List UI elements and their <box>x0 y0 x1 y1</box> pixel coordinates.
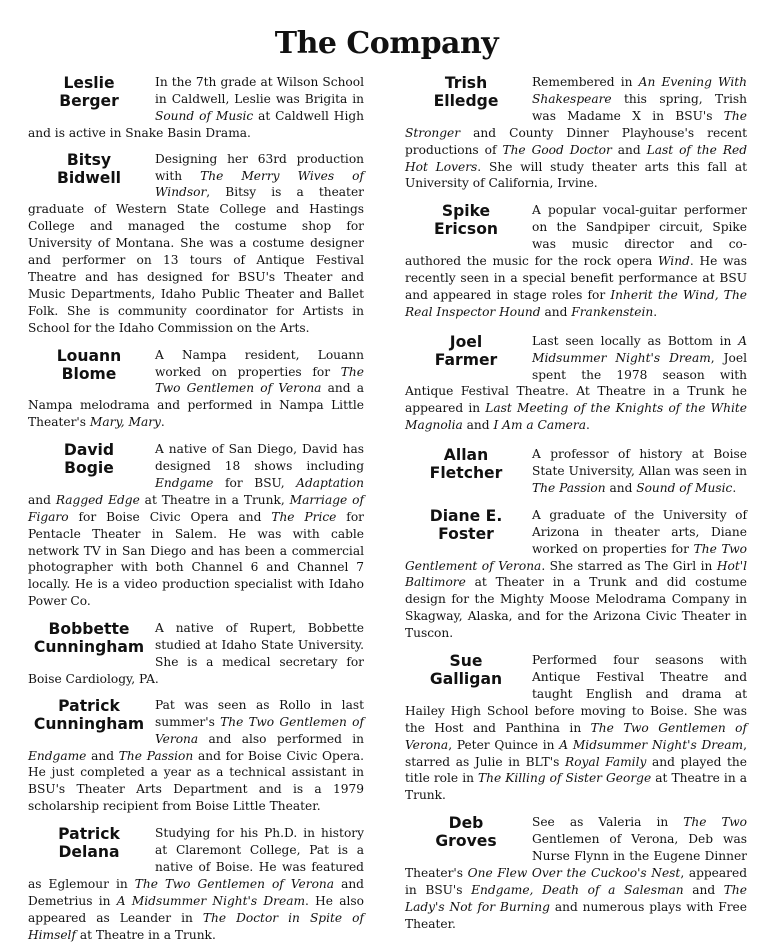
work-title: An Evening With Shakespeare <box>532 75 747 106</box>
member-name <box>404 74 528 110</box>
member-first-name: Sue <box>449 652 483 671</box>
bio-text: See as Valeria in <box>532 815 684 830</box>
bio-text: , starred as Julie in BLT's <box>405 737 747 769</box>
work-title: Hot'l Baltimore <box>405 558 747 590</box>
member-last-name: Galligan <box>429 670 503 689</box>
work-title: Last Meeting of the Knights of the White Magnolia <box>405 401 747 433</box>
member-last-name: Berger <box>59 92 119 110</box>
company-member-entry <box>28 825 364 943</box>
bio-text: for BSU, <box>213 475 297 490</box>
bio-text: at Theater in a Trunk and did costume design for the Mighty Moose Melodrama Company in Skagway, Alaska, and for the Arizona Civic Theater in Tuscon. <box>405 575 747 641</box>
work-title: Sound of Music <box>636 480 733 495</box>
work-title: Endgame <box>28 748 87 763</box>
work-title: The Two Gentlemen of Verona <box>405 720 747 752</box>
bio-text: at Theatre in a Trunk, <box>139 492 290 507</box>
work-title: Marriage of Figaro <box>28 492 364 524</box>
bio-text: and <box>462 418 494 433</box>
member-last-name: Bidwell <box>56 168 122 187</box>
work-title: Frankenstein <box>571 304 654 319</box>
member-name <box>27 151 151 187</box>
work-title: Royal Family <box>565 754 647 769</box>
bio-text: . <box>585 418 590 433</box>
work-title: A Midsummer Night's Dream <box>559 737 744 752</box>
work-title: I Am a Camera <box>493 418 586 433</box>
bio-text: Pat was seen as Rollo in last summer's <box>155 697 364 729</box>
member-bio <box>405 814 747 932</box>
work-title: The Passion <box>532 480 606 495</box>
member-bio <box>405 507 747 642</box>
work-title: The Two <box>683 815 748 830</box>
member-bio <box>405 333 747 434</box>
work-title: The Killing of Sister George <box>478 771 652 786</box>
company-member-entry <box>405 507 747 642</box>
member-last-name: Groves <box>435 832 497 851</box>
work-title: The Two Gentlemen of Verona <box>155 364 364 396</box>
bio-text: A graduate of the University of Arizona in theater arts, Diane worked on properties for <box>532 507 747 556</box>
member-last-name: Fletcher <box>429 464 503 483</box>
bio-text: . She starred as The Girl in <box>541 558 717 573</box>
member-name <box>404 202 528 238</box>
member-bio <box>28 825 364 943</box>
member-first-name: Bobbette <box>48 620 130 639</box>
bio-text: at Caldwell High and is active in Snake Basin Drama. <box>28 108 364 140</box>
bio-text: , appeared in BSU's <box>405 865 748 897</box>
bio-text: Designing her 63rd production with <box>155 151 364 183</box>
member-first-name: Allan <box>443 446 489 465</box>
company-member-entry <box>405 202 747 320</box>
member-last-name: Ericson <box>433 220 499 239</box>
member-last-name: Foster <box>438 524 494 543</box>
bio-text: . He also appeared as Leander in <box>28 893 364 925</box>
work-title: Last of the Red Hot Lovers <box>405 142 748 174</box>
bio-text: . <box>732 480 737 495</box>
member-first-name: Spike <box>441 202 491 221</box>
company-member-entry <box>405 333 747 434</box>
bio-text: and <box>28 492 56 507</box>
bio-text: . He was recently seen in a special benefit performance at BSU and appeared in stage roles for <box>405 254 747 302</box>
member-first-name: Leslie <box>63 74 115 92</box>
member-bio <box>405 74 747 192</box>
bio-text: . She will study theater arts this fall at University of California, Irvine. <box>405 159 747 191</box>
left-column <box>28 74 364 944</box>
bio-text: A professor of history at Boise State University, Allan was seen in <box>532 447 747 479</box>
member-last-name: Bogie <box>64 459 114 478</box>
member-name <box>27 74 151 110</box>
bio-text: and also performed in <box>198 731 364 746</box>
company-member-entry <box>405 446 747 497</box>
member-first-name: Bitsy <box>66 150 112 169</box>
member-bio <box>405 652 747 804</box>
member-name <box>404 652 528 688</box>
work-title: The Passion <box>118 748 194 763</box>
work-title: The Two Gentlemen of Verona <box>155 714 364 746</box>
bio-text: and <box>611 142 647 157</box>
work-title: Endgame <box>155 475 214 490</box>
member-first-name: Patrick <box>58 696 120 715</box>
bio-text: Performed four seasons with Antique Festival Theatre and taught English and drama at Hailey High School before moving to Boise. She was the Host and Panthina in <box>405 653 747 735</box>
bio-text: A native of Rupert, Bobbette studied at Idaho State University. She is a medical secretary for Boise Cardiology, PA. <box>28 621 364 686</box>
page-title: The Company <box>274 26 499 61</box>
member-last-name: Delana <box>58 843 120 862</box>
member-bio <box>28 441 364 610</box>
work-title: The Lady's Not for Burning <box>405 882 747 914</box>
member-name <box>404 507 528 543</box>
bio-text: In the 7th grade at Wilson School in Caldwell, Leslie was Brigita in <box>155 75 364 106</box>
company-member-entry <box>28 441 364 610</box>
bio-text: and Demetrius in <box>28 876 364 908</box>
bio-text: and <box>540 304 572 319</box>
company-member-entry <box>405 814 747 932</box>
work-title: Ragged Edge <box>55 492 140 507</box>
bio-text: Last seen locally as Bottom in <box>532 333 739 348</box>
member-bio <box>405 446 747 497</box>
member-last-name: Cunningham <box>33 638 145 657</box>
right-column <box>405 74 747 933</box>
bio-text: this spring, Trish was Madame X in BSU's <box>532 91 747 123</box>
company-member-entry <box>405 74 747 192</box>
member-first-name: Patrick <box>58 825 120 844</box>
bio-text: and <box>86 748 119 763</box>
member-bio <box>28 74 364 142</box>
member-first-name: Joel <box>449 332 483 351</box>
company-member-entry <box>28 347 364 432</box>
bio-text: Remembered in <box>532 75 639 89</box>
work-title: The Merry Wives of Windsor <box>155 168 365 200</box>
work-title: A Midsummer Night's Dream <box>532 333 747 365</box>
work-title: The Stronger <box>405 108 747 140</box>
bio-text: and numerous plays with Free Theater. <box>405 899 747 931</box>
bio-text: Gentlemen of Verona, Deb was Nurse Flynn in the Eugene Dinner Theater's <box>405 832 747 880</box>
work-title: The Two Gentlement of Verona <box>405 541 748 573</box>
bio-text: , Joel spent the 1978 season with Antique Festival Theatre. At Theatre in a Trunk he appeared in <box>405 350 747 416</box>
member-name <box>27 441 151 477</box>
company-member-entry <box>28 620 364 688</box>
member-first-name: Louann <box>56 346 122 365</box>
member-first-name: Diane E. <box>429 506 503 525</box>
bio-text: A popular vocal-guitar performer on the Sandpiper circuit, Spike was music director and co-authored the music for the rock opera <box>405 203 747 269</box>
member-first-name: Trish <box>444 74 488 92</box>
bio-text: Studying for his Ph.D. in history at Claremont College, Pat is a native of Boise. He was featured as Eglemour in <box>28 826 364 891</box>
member-name <box>404 333 528 369</box>
member-last-name: Blome <box>61 364 117 383</box>
member-bio <box>28 151 364 337</box>
bio-text: , Bitsy is a theater graduate of Western State College and Hastings College and managed the costume shop for University of Montana. She was a costume designer and performer on 13 tours of Antique Festival Theatre and has designed for BSU's Theater and Music Departments, Idaho Public Theater and Ballet Folk. She is community coordinator for Artists in School for the Idaho Commission on the Arts. <box>28 185 364 335</box>
work-title: The Doctor in Spite of Himself <box>28 910 364 942</box>
member-bio <box>405 202 747 320</box>
bio-text: A Nampa resident, Louann worked on properties for <box>155 347 364 379</box>
member-name <box>27 697 151 733</box>
company-member-entry <box>28 151 364 337</box>
member-name <box>27 825 151 861</box>
bio-text: . <box>160 415 165 430</box>
bio-text: and <box>605 480 637 495</box>
member-name <box>27 347 151 383</box>
work-title: Endgame, Death of a Salesman <box>471 882 684 897</box>
work-title: Wind <box>657 254 690 269</box>
company-member-entry <box>28 697 364 815</box>
member-name <box>27 620 151 656</box>
bio-text: and a Nampa melodrama and performed in Nampa Little Theater's <box>28 381 364 430</box>
member-bio <box>28 347 364 432</box>
work-title: The Two Gentlemen of Verona <box>134 876 335 891</box>
work-title: The Good Doctor <box>502 142 612 157</box>
work-title: Adaptation <box>296 475 364 490</box>
bio-text: and played the title role in <box>405 754 747 786</box>
bio-text: , Peter Quince in <box>448 737 560 752</box>
company-member-entry <box>405 652 747 804</box>
work-title: Sound of Music <box>155 108 254 123</box>
member-last-name: Elledge <box>433 92 499 110</box>
work-title: The Price <box>271 509 337 524</box>
member-first-name: David <box>63 441 115 460</box>
bio-text: A native of San Diego, David has designed 18 shows including <box>155 442 364 474</box>
work-title: Mary, Mary <box>89 415 161 430</box>
member-bio <box>28 620 364 688</box>
member-last-name: Cunningham <box>33 714 145 733</box>
work-title: Inherit the Wind, The Real Inspector Hound <box>405 287 748 319</box>
bio-text: and <box>683 882 724 897</box>
bio-text: at Theatre in a Trunk. <box>405 771 747 803</box>
member-bio <box>28 697 364 815</box>
company-member-entry <box>28 74 364 142</box>
bio-text: at Theatre in a Trunk. <box>75 927 216 942</box>
member-first-name: Deb <box>448 814 484 833</box>
work-title: A Midsummer Night's Dream <box>116 893 306 908</box>
bio-text: and for Boise Civic Opera. He just completed a year as a technical assistant in BSU's Theater Arts Department and is a 1979 scholarship recipient from Boise Little Theater. <box>28 748 364 814</box>
bio-text: . <box>653 304 658 319</box>
member-name <box>404 814 528 850</box>
bio-text: and County Dinner Playhouse's recent productions of <box>405 125 747 157</box>
bio-text: for Pentacle Theater in Salem. He was with cable network TV in San Diego and has been a commercial photographer with both Channel 6 and Channel 7 locally. He is a video production specialist with Idaho Power Co. <box>28 509 364 609</box>
member-last-name: Farmer <box>434 350 498 369</box>
bio-text: for Boise Civic Opera and <box>68 509 272 524</box>
work-title: One Flew Over the Cuckoo's Nest <box>467 865 681 880</box>
member-name <box>404 446 528 482</box>
